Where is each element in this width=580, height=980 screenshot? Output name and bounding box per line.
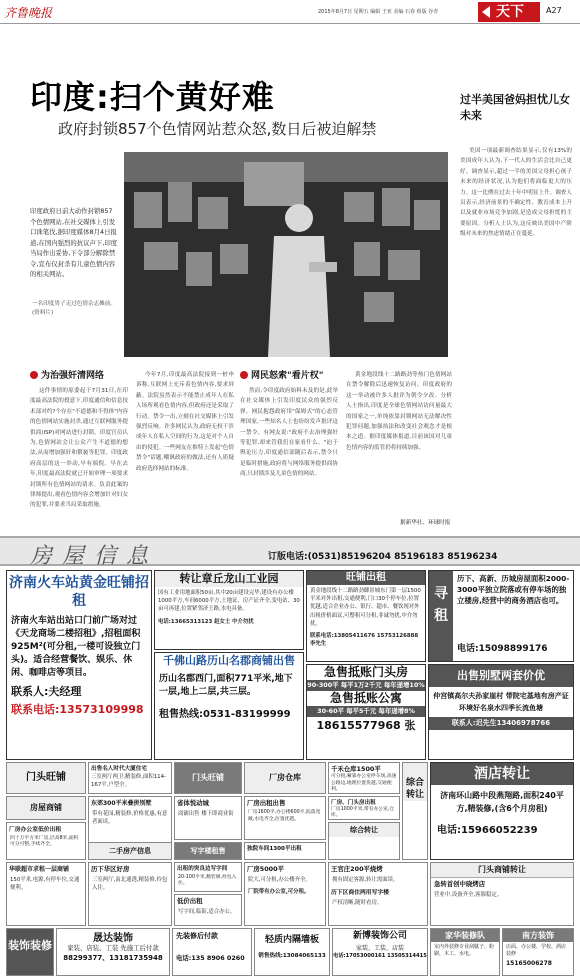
ad-factory-shopfront: 厂房、门头房出租 厂房1000平米,带有办公室,仓库。 — [328, 796, 400, 820]
ad-villas-for-sale: 出售别墅两套价优 仲宫镇高尔夫孙家崖村 带院宅基地有房产证 环境好名泉水四季长流鱼塘 联系人:迟先生13406978766 — [428, 664, 574, 760]
byline: 据新华社、环球时报 — [400, 520, 451, 526]
sidebar-headline: 过半美国爸妈担忧儿女未来 — [460, 93, 570, 122]
section-heading-1: 为治强奸清网络 — [30, 368, 104, 381]
ad-category-second-hand: 二手房产信息 — [88, 842, 172, 860]
page-number: A27 — [546, 6, 562, 15]
ad-lishan-mingjun: 千佛山路历山名郡商铺出售 历山名郡西门,面积771平米,地下一层,地上二层,共三层。 租售热线:0531-83199999 — [154, 652, 304, 760]
ad-shop-for-rent: 旺铺出租 黄金地段线十二路路劲御景城东门第一层1500平米对外出租,交通便利,门口30个停车位,位置优越,适合企业办公、银行、超市、餐饮现对外出租价格面议,可整租可分租,非诚勿扰,中介勿扰。 联系电话:13805411676 15753126888 李先生 — [306, 570, 426, 662]
body-column-2: 今年7月,印度最高法院接到一桩申诉称,互联网上充斥着色情内容,要求屏蔽。法院虽然表示不能禁止成年人在私人场所观看色情内容,但政府还是采取了行动。禁令一出,立刻在社交媒体上引发强烈反响。许多网民认为,政府无权干涉成年人在私人空间的行为,这是对个人自由的侵犯。一些网友在推特上发起"色情禁令"话题,嘲讽政府的做法,还有人质疑政府选择网站的标准。 — [136, 372, 234, 472]
ad-category-office: 写字楼租售 — [174, 842, 242, 860]
ad-shengda-decoration: 晟达装饰 家装、店装、工装 先施工后付款 88299377、13181735948 — [56, 928, 170, 976]
sidebar-body: 美国一项最新调查结果显示,仅有13%的美国成年人认为,下一代人的生活会比自己更好。调查显示,超过一半的美国父母担心孩子未来的经济状况,认为他们将面临更大的压力。这一比例在过去十年中明显上升。调查人员表示,经济前景的不确定性、教育成本上升以及就业市场竞争加剧,是造成父母担忧的主要原因。分析人士认为,这反映出美国中产阶级对未来的焦虑情绪正在蔓延。 — [460, 148, 572, 238]
ad-category-comprehensive: 综合转让 — [328, 822, 400, 860]
ad-low-price-rent: 低价出租 写字间,临街,适合办公。 — [174, 894, 242, 926]
ad-nanfang-decoration: 南方装饰 店面、办公楼、学校、酒店装修 15165006278 — [502, 928, 574, 976]
newspaper-logo: 齐鲁晚报 — [4, 6, 53, 20]
ad-office-rental-outlet: 出租的突良边写字间 20-100平米,精装修,拎包入住。 — [174, 862, 242, 892]
ad-east-villa: 东郊300平米叠拼别墅 带有花园,精装修,价格优惠,有意者面谈。 — [88, 796, 172, 860]
ad-celebrity-tower: 出售名人时代大厦住宅 三室两厅两卫,精装修,面积114-167平,户型全。 — [88, 762, 172, 794]
classifieds-phone: 订版电话:(0531)85196204 85196183 85196234 — [268, 552, 498, 562]
ad-seeking-rental: 寻租 历下、高新、历城房屋面积2000-3000平独立院落或有停车场的独立楼房,经营中的商务酒店也可。 电话:15098899176 — [428, 570, 574, 662]
article-photo — [124, 152, 448, 357]
ad-urgent-sale: 急售抵账门头房 90-300平 每平1万2千元 每年递增10% 急售抵账公寓 30-60平 每平5千元 每年递增8% 18615577968 张 — [306, 664, 426, 760]
ad-jiahua-renovation: 家华装修队 室内外装修专业刮腻子、粉刷、木工、水电。 — [430, 928, 500, 976]
bullet-icon — [240, 371, 248, 379]
section-badge: 天下 — [478, 2, 540, 22]
body-column-3: 然而,令印度政府始料未及的是,此举在社交媒体上引发印度民众的强烈反弹。网民抱怨政府用"保姆式"的心态管理国家,一些知名人士也纷纷发声批评这一禁令。有网友说:"政府不去治理强奸等犯罪,却来管我们在家看什么。"迫于舆论压力,印度通信部随后表示,禁令只是临时措施,政府将与网络服务提供商协商,只封锁涉及儿童色情的网站。 — [240, 388, 338, 478]
ad-qianhe-warehouse: 千禾仓库1500平 可分租,紧靠办公室停车场,高速公路边,地理位置优越,交通便利。 — [328, 762, 400, 794]
ad-xinbo-decoration: 新博装饰公司 家装、工装、店装 电话:17053000161 13505314415 — [332, 928, 428, 976]
section-heading-2: 网民怒索"看片权" — [240, 368, 323, 381]
article-lede: 印度政府日前大动作封锁857个色情网站,在社交媒体上引发口诛笔伐,据印度媒体8月4日报道,在国内强烈的抗议声下,印度当局作出妥协,下令部分解除禁令,宣布仅封杀有儿童色情内容的相关网站。 — [30, 207, 118, 278]
arrow-left-icon — [482, 6, 490, 18]
ad-category-decoration: 装饰装修 — [6, 928, 54, 976]
ad-hualian-supermarket: 华联超市求租一层商铺 150平米,电源,有停车位,交通便利。 — [6, 862, 86, 926]
ad-hotel-transfer: 酒店转让 济南环山路中段燕翔路,面积240平方,精装修,(含6个月房租) 电话:15966052239 — [430, 762, 574, 860]
bullet-icon — [30, 371, 38, 379]
ad-industrial-park: 转让章丘龙山工业园 国有工业用地面积50亩,其中20亩建设完毕,建设有办公楼1000平方,车间6000平方,土地证、房产证齐全,变电站、30亩可再建,位置紧邻济王路,水电具备。 电话:13665313123 赵女士 中介勿扰 — [154, 570, 304, 650]
ad-decorate-first: 先装修后付款 电话:135 8906 0260 — [172, 928, 252, 976]
ad-category-shopfront-2: 门头旺铺 — [174, 762, 242, 794]
ad-category-factory: 厂房仓库 — [244, 762, 326, 794]
ad-sports-city: 省体悦动城 商铺出售 楼下即商业街 — [174, 796, 242, 840]
ad-railway-station-shop: 济南火车站黄金旺铺招租 济南火车站出站口门前广场对过《天龙商场二楼招租》,招租面积925M²(可分租,一楼可设独立门头)。适合经营餐饮、娱乐、休闲、咖啡店等项目。 联系人:夫经理 联系电话:13573109998 — [6, 570, 152, 760]
ad-shopfront-transfer: 门头商铺转让 急转首创中晓烤店 营业中,设备齐全,客源稳定。 — [430, 862, 574, 926]
ad-partition-board: 轻质内隔墙板 销售热线:13084065133 — [254, 928, 330, 976]
ad-courtyard-workshop: 独院车间1300平出租 — [244, 842, 326, 860]
ad-category-housing: 房屋商铺 — [6, 796, 86, 820]
ad-category-general-transfer: 综合转让 — [402, 762, 428, 860]
ad-cheap-office: 厂房办公室低价出租 四十万平方米厂房,层高8米,面积可分可整,手续齐全。 — [6, 822, 86, 860]
article-subhead: 政府封锁857个色情网站惹众怒,数日后被迫解禁 — [58, 120, 377, 138]
issue-meta: 2015年8月7日 星期五 编辑 王亚 美编 石春 组版 谷青 — [318, 9, 439, 15]
photo-caption: 一名印度男子走过色情杂志摊前。(资料片) — [32, 301, 116, 316]
body-column-1: 这件事情的原委起于7月31日,在印度最高法院的授意下,印度通信和信息技术部对约?个存在"不道德和不得体"内容的色情网站实施封杀,通过互联网服务提供商(ISP)对网站进行封锁。印度官员认为,色情网站会让公众产生不道德的想法,从而增加强奸和猥亵等犯罪。印度政府高层的这一举动,早有端倪。早在去年,印度最高法院就已开始审理一项要求封锁所有色情网站的请求。负责此案的律师提出,观看色情内容会增加针对妇女的犯罪,并要求当局采取措施。 — [30, 388, 128, 509]
ad-factory-rent-sale: 厂房出租出售 厂房1600平,办公楼600平,院落宽敞,水电齐全,位置优越。 — [244, 796, 326, 840]
ad-factory-5000: 厂房5000平 院大,可分租,办公楼齐全。 厂院带有办公室,可分租。 — [244, 862, 326, 926]
ad-lixia-housing: 历下华区好房 三室两厅,南北通透,精装修,拎包入住。 — [88, 862, 172, 926]
article-headline: 印度:扫个黄好难 — [30, 78, 275, 116]
ad-bbq-transfer: 王官庄200平烧烤 拥有固定客源,转让需面谈。 历下区商住两用写字楼 产权清晰,随时看房。 — [328, 862, 428, 926]
body-column-4: 黄金地段线十二路路劲等热门色情网站在禁令解除后迅速恢复访问。印度政府的这一举动被许多人批评为朝令夕改。分析人士指出,印度是全球色情网站访问量最大的国家之一,单纯依靠封锁网站无法解决性犯罪问题,加强执法和改变社会观念才是根本之道。据印度媒体报道,目前该国对儿童色情内容的监管仍将持续加强。 — [346, 372, 452, 451]
street-stall-photo — [124, 152, 448, 357]
classifieds-title: 房屋信息 — [30, 544, 159, 569]
ad-category-shopfront: 门头旺铺 — [6, 762, 86, 794]
